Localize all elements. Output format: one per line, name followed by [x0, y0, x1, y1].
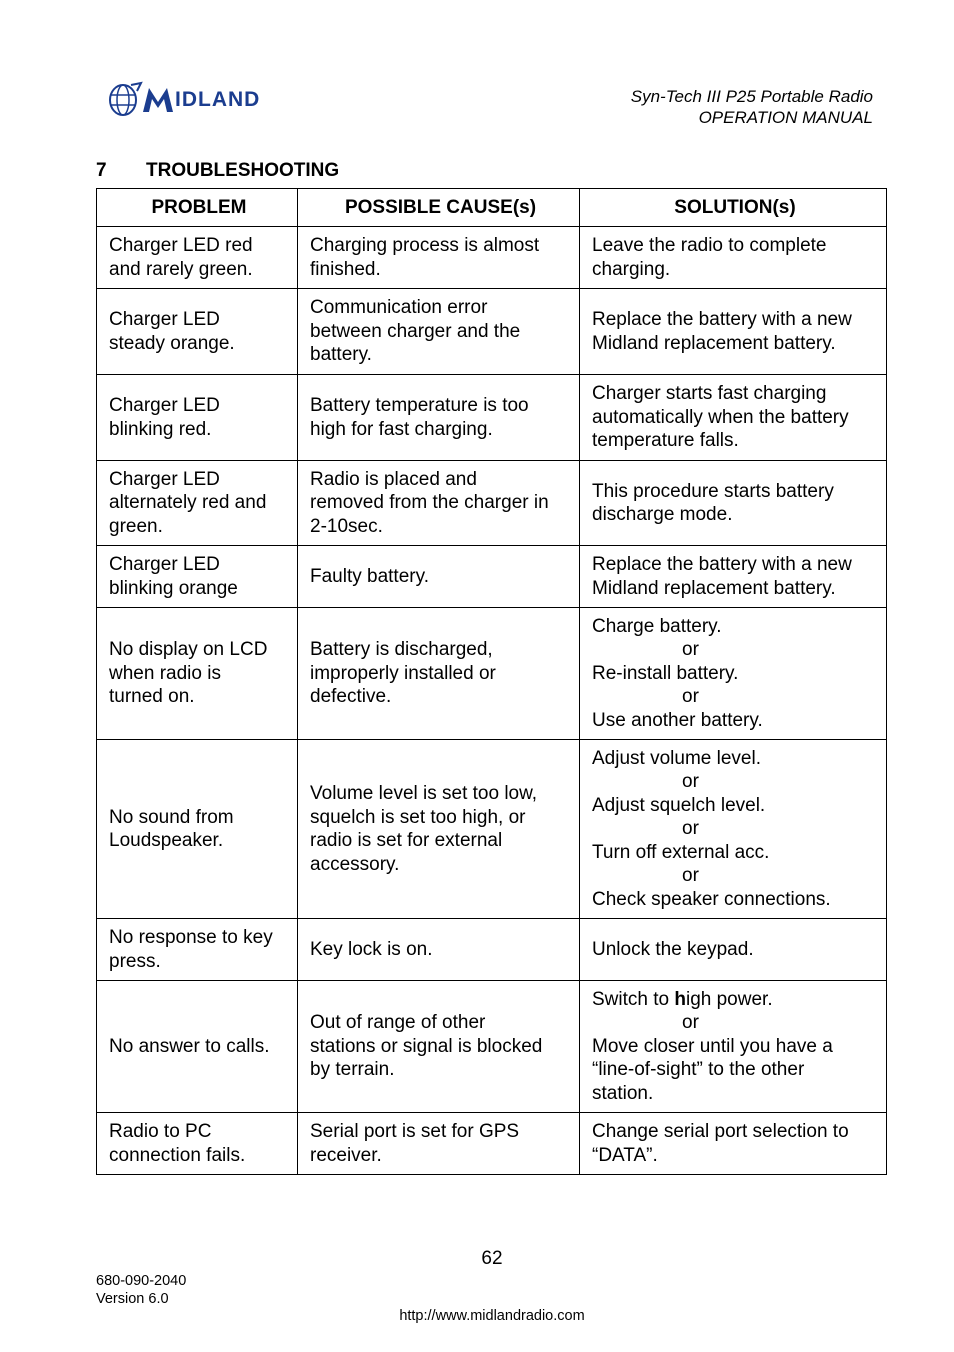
- cause-cell: [298, 919, 580, 981]
- cell-line: steady orange.: [109, 332, 235, 354]
- cell-line: No sound from: [109, 806, 234, 828]
- cell-line: blinking orange: [109, 577, 238, 599]
- cell-line: battery.: [310, 344, 372, 366]
- cell-line: between charger and the: [310, 320, 521, 342]
- footer-url[interactable]: http://www.midlandradio.com: [399, 1308, 585, 1324]
- table-row: [97, 461, 887, 546]
- cell-line: “DATA”.: [592, 1144, 658, 1166]
- cell-line: connection fails.: [109, 1144, 246, 1166]
- section-heading: [96, 160, 339, 182]
- cell-line: Charger LED red: [109, 235, 253, 256]
- cell-line: Charger LED: [109, 309, 220, 330]
- cell-line: Use another battery.: [592, 709, 763, 731]
- cell-line: automatically when the battery: [592, 406, 849, 428]
- document-title-line1: Syn-Tech III P25 Portable Radio: [630, 87, 873, 106]
- cell-line: finished.: [310, 258, 381, 280]
- cell-line: Loudspeaker.: [109, 830, 224, 851]
- cause-cell: [298, 608, 580, 740]
- or-separator: or: [682, 865, 699, 887]
- cell-line: Switch to high power.: [592, 988, 773, 1010]
- cell-line: Faulty battery.: [310, 565, 429, 587]
- solution-cell: [580, 981, 887, 1113]
- cell-line: removed from the charger in: [310, 492, 549, 514]
- cell-line: high for fast charging.: [310, 418, 493, 440]
- section-number: 7: [96, 160, 107, 181]
- cause-cell: [298, 546, 580, 608]
- cause-cell: [298, 289, 580, 375]
- or-separator: or: [682, 686, 699, 708]
- cell-line: Battery is discharged,: [310, 639, 493, 661]
- or-separator: or: [682, 818, 699, 840]
- cell-line: Midland replacement battery.: [592, 577, 836, 599]
- cell-line: Communication error: [310, 297, 488, 319]
- cell-line: No response to key: [109, 927, 273, 948]
- midland-logo: [107, 80, 260, 120]
- problem-cell: [97, 740, 298, 919]
- cell-line: Adjust volume level.: [592, 747, 761, 769]
- brand-text: IDLAND: [175, 88, 261, 111]
- solution-cell: [580, 1113, 887, 1175]
- cell-line: defective.: [310, 686, 392, 708]
- cell-line: Radio to PC: [109, 1121, 212, 1142]
- problem-cell: [97, 375, 298, 461]
- doc-number: 680-090-2040: [96, 1273, 187, 1289]
- solution-cell: [580, 461, 887, 546]
- table-row: [97, 546, 887, 608]
- cell-line: radio is set for external: [310, 830, 503, 851]
- cause-cell: [298, 461, 580, 546]
- cell-line: turned on.: [109, 686, 195, 708]
- cell-line: charging.: [592, 258, 671, 280]
- cell-line: This procedure starts battery: [592, 480, 834, 502]
- cell-line: Leave the radio to complete: [592, 235, 827, 256]
- cell-line: Re-install battery.: [592, 662, 739, 684]
- solution-cell: [580, 227, 887, 289]
- cause-cell: [298, 227, 580, 289]
- document-title: [631, 86, 873, 128]
- cell-line: Charger LED: [109, 554, 220, 575]
- cell-line: alternately red and: [109, 492, 267, 514]
- header-solution: SOLUTION(s): [580, 189, 887, 227]
- cell-line: Radio is placed and: [310, 468, 477, 490]
- solution-cell: [580, 919, 887, 981]
- cell-line: Key lock is on.: [310, 938, 433, 960]
- cell-line: blinking red.: [109, 418, 212, 440]
- cell-line: Replace the battery with a new: [592, 554, 852, 575]
- document-title-line2: OPERATION MANUAL: [698, 108, 873, 127]
- cell-line: Charger starts fast charging: [592, 383, 827, 405]
- problem-cell: [97, 546, 298, 608]
- section-title: TROUBLESHOOTING: [146, 160, 340, 181]
- cell-line: station.: [592, 1082, 654, 1104]
- cell-line: squelch is set too high, or: [310, 806, 526, 828]
- cell-line: Battery temperature is too: [310, 395, 529, 416]
- table-row: [97, 227, 887, 289]
- footer-doc-info: [96, 1272, 186, 1308]
- cell-line: No display on LCD: [109, 639, 268, 661]
- cause-cell: [298, 375, 580, 461]
- cell-line: Charging process is almost: [310, 235, 540, 256]
- solution-cell: [580, 608, 887, 740]
- doc-version: Version 6.0: [96, 1291, 169, 1307]
- cell-line: Replace the battery with a new: [592, 309, 852, 330]
- cell-line: No answer to calls.: [109, 1035, 270, 1057]
- cell-line: when radio is: [109, 662, 221, 684]
- cell-line: Out of range of other: [310, 1012, 486, 1034]
- table-row: [97, 919, 887, 981]
- problem-cell: [97, 919, 298, 981]
- cell-line: Move closer until you have a: [592, 1035, 833, 1057]
- cell-line: temperature falls.: [592, 430, 739, 452]
- cell-line: Charger LED: [109, 395, 220, 416]
- table-row: [97, 740, 887, 919]
- cause-cell: [298, 740, 580, 919]
- page-number: 62: [481, 1248, 503, 1269]
- troubleshooting-table: [96, 188, 887, 1175]
- table-header-row: [97, 189, 887, 227]
- cause-cell: [298, 981, 580, 1113]
- table-row: [97, 375, 887, 461]
- problem-cell: [97, 227, 298, 289]
- cell-line: by terrain.: [310, 1059, 395, 1081]
- or-separator: or: [682, 771, 699, 793]
- cell-line: accessory.: [310, 853, 400, 875]
- cell-line: and rarely green.: [109, 258, 253, 280]
- cell-line: improperly installed or: [310, 662, 496, 684]
- table-body: [97, 227, 887, 1175]
- or-separator: or: [682, 639, 699, 661]
- table-row: [97, 1113, 887, 1175]
- cell-line: Serial port is set for GPS: [310, 1121, 520, 1142]
- cell-line: Turn off external acc.: [592, 841, 770, 863]
- cell-line: Charge battery.: [592, 615, 722, 637]
- cell-line: Volume level is set too low,: [310, 783, 538, 804]
- cell-line: Charger LED: [109, 468, 220, 490]
- solution-cell: [580, 546, 887, 608]
- table-row: [97, 608, 887, 740]
- problem-cell: [97, 461, 298, 546]
- solution-cell: [580, 289, 887, 375]
- problem-cell: [97, 289, 298, 375]
- table-row: [97, 981, 887, 1113]
- header-cause: POSSIBLE CAUSE(s): [298, 189, 580, 227]
- cell-line: Adjust squelch level.: [592, 794, 766, 816]
- solution-cell: [580, 375, 887, 461]
- cell-line: discharge mode.: [592, 504, 733, 525]
- cell-line: Check speaker connections.: [592, 888, 831, 910]
- header-problem: PROBLEM: [97, 189, 298, 227]
- cell-line: press.: [109, 950, 161, 972]
- problem-cell: [97, 608, 298, 740]
- problem-cell: [97, 1113, 298, 1175]
- cell-line: Change serial port selection to: [592, 1121, 849, 1142]
- globe-icon: [107, 81, 143, 119]
- or-separator: or: [682, 1012, 699, 1034]
- m-letter-icon: [143, 88, 173, 112]
- cell-line: 2-10sec.: [310, 515, 383, 537]
- cell-line: receiver.: [310, 1144, 382, 1166]
- cell-line: green.: [109, 515, 163, 537]
- cell-line: Midland replacement battery.: [592, 332, 836, 354]
- solution-cell: [580, 740, 887, 919]
- table-row: [97, 289, 887, 375]
- cause-cell: [298, 1113, 580, 1175]
- cell-line: “line-of-sight” to the other: [592, 1059, 805, 1081]
- problem-cell: [97, 981, 298, 1113]
- cell-line: stations or signal is blocked: [310, 1035, 543, 1057]
- cell-line: Unlock the keypad.: [592, 938, 754, 960]
